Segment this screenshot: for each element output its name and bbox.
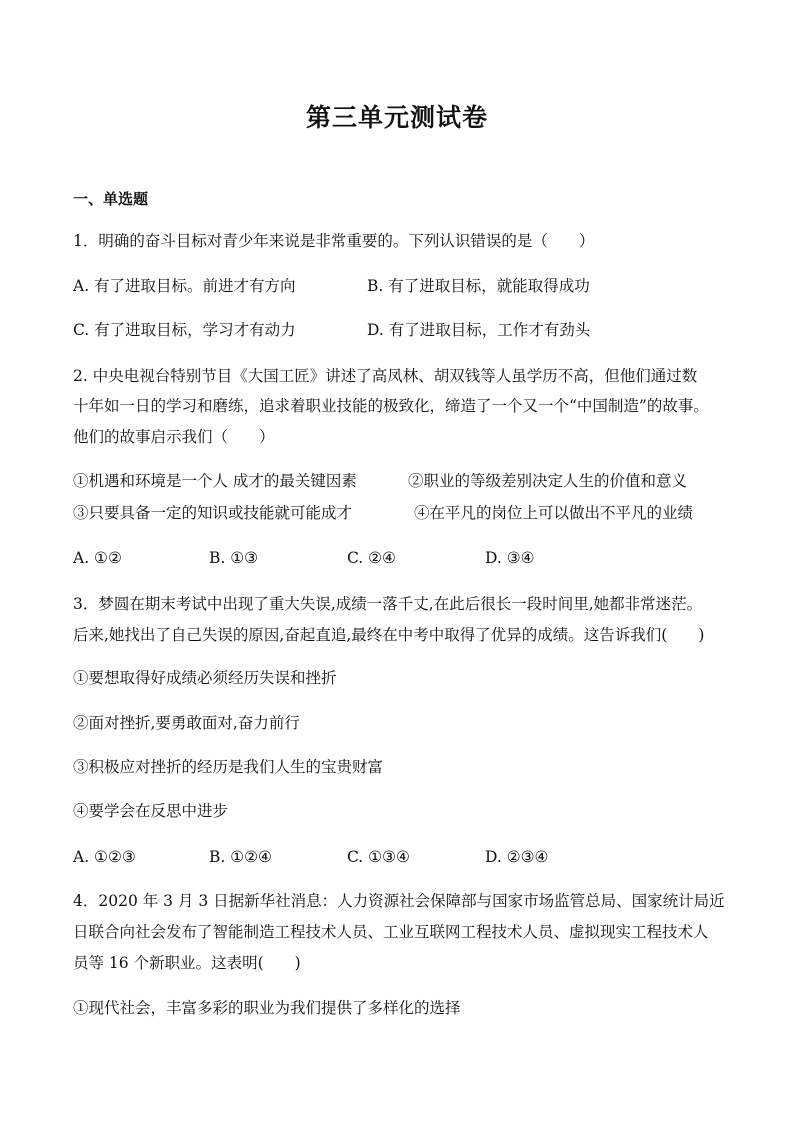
q1-option-c[interactable]: C. 有了进取目标，学习才有动力 [73,321,296,339]
q2-item-4: ④在平凡的岗位上可以做出不平凡的业绩 [414,504,694,522]
q1-option-b[interactable]: B. 有了进取目标，就能取得成功 [367,277,590,295]
q2-item-3: ③只要具备一定的知识或技能就可能成才 [73,504,353,522]
q1-stem: 1．明确的奋斗目标对青少年来说是非常重要的。下列认识错误的是（ ） [73,232,595,250]
q2-item-2: ②职业的等级差别决定人生的价值和意义 [408,472,688,490]
q3-option-c[interactable]: C. ①③④ [347,848,410,866]
q3-item-2: ②面对挫折,要勇敢面对,奋力前行 [73,714,300,732]
q2-stem-line: 他们的故事启示我们（ ） [73,428,275,446]
section-heading: 一、单选题 [73,190,149,208]
q2-option-b[interactable]: B. ①③ [209,549,259,567]
q3-item-4: ④要学会在反思中进步 [73,802,229,820]
q2-stem-line: 十年如一日的学习和磨练，追求着职业技能的极致化，缔造了一个又一个“中国制造”的故事。 [73,397,709,415]
q3-option-a[interactable]: A. ①②③ [73,848,136,866]
q2-option-d[interactable]: D. ③④ [485,549,535,567]
q3-option-d[interactable]: D. ②③④ [485,848,549,866]
page-title: 第三单元测试卷 [305,103,488,132]
q2-item-1: ①机遇和环境是一个人 成才的最关键因素 [73,472,357,490]
q4-stem-line: 日联合向社会发布了智能制造工程技术人员、工业互联网工程技术人员、虚拟现实工程技术人 [73,923,709,941]
q2-option-c[interactable]: C. ②④ [347,549,396,567]
q4-stem-line: 员等 16 个新职业。这表明( ) [73,954,301,972]
q3-stem-line: 后来,她找出了自己失误的原因,奋起直追,最终在中考中取得了优异的成绩。这告诉我们( ) [73,626,705,644]
q4-item-1: ①现代社会，丰富多彩的职业为我们提供了多样化的选择 [73,999,461,1017]
q3-item-3: ③积极应对挫折的经历是我们人生的宝贵财富 [73,758,384,776]
q2-stem-line: 2. 中央电视台特别节目《大国工匠》讲述了高凤林、胡双钱等人虽学历不高，但他们通过数 [73,367,698,385]
q3-item-1: ①要想取得好成绩必须经历失误和挫折 [73,669,337,687]
q2-option-a[interactable]: A. ①② [73,549,122,567]
q3-option-b[interactable]: B. ①②④ [209,848,272,866]
q1-option-d[interactable]: D. 有了进取目标，工作才有劲头 [367,321,591,339]
q4-stem-line: 4．2020 年 3 月 3 日据新华社消息：人力资源社会保障部与国家市场监管总局、国家统计局近 [73,892,725,910]
q1-option-a[interactable]: A. 有了进取目标。前进才有方向 [73,277,296,295]
q3-stem-line: 3．梦圆在期末考试中出现了重大失误,成绩一落千丈,在此后很长一段时间里,她都非常迷茫。 [73,595,703,613]
